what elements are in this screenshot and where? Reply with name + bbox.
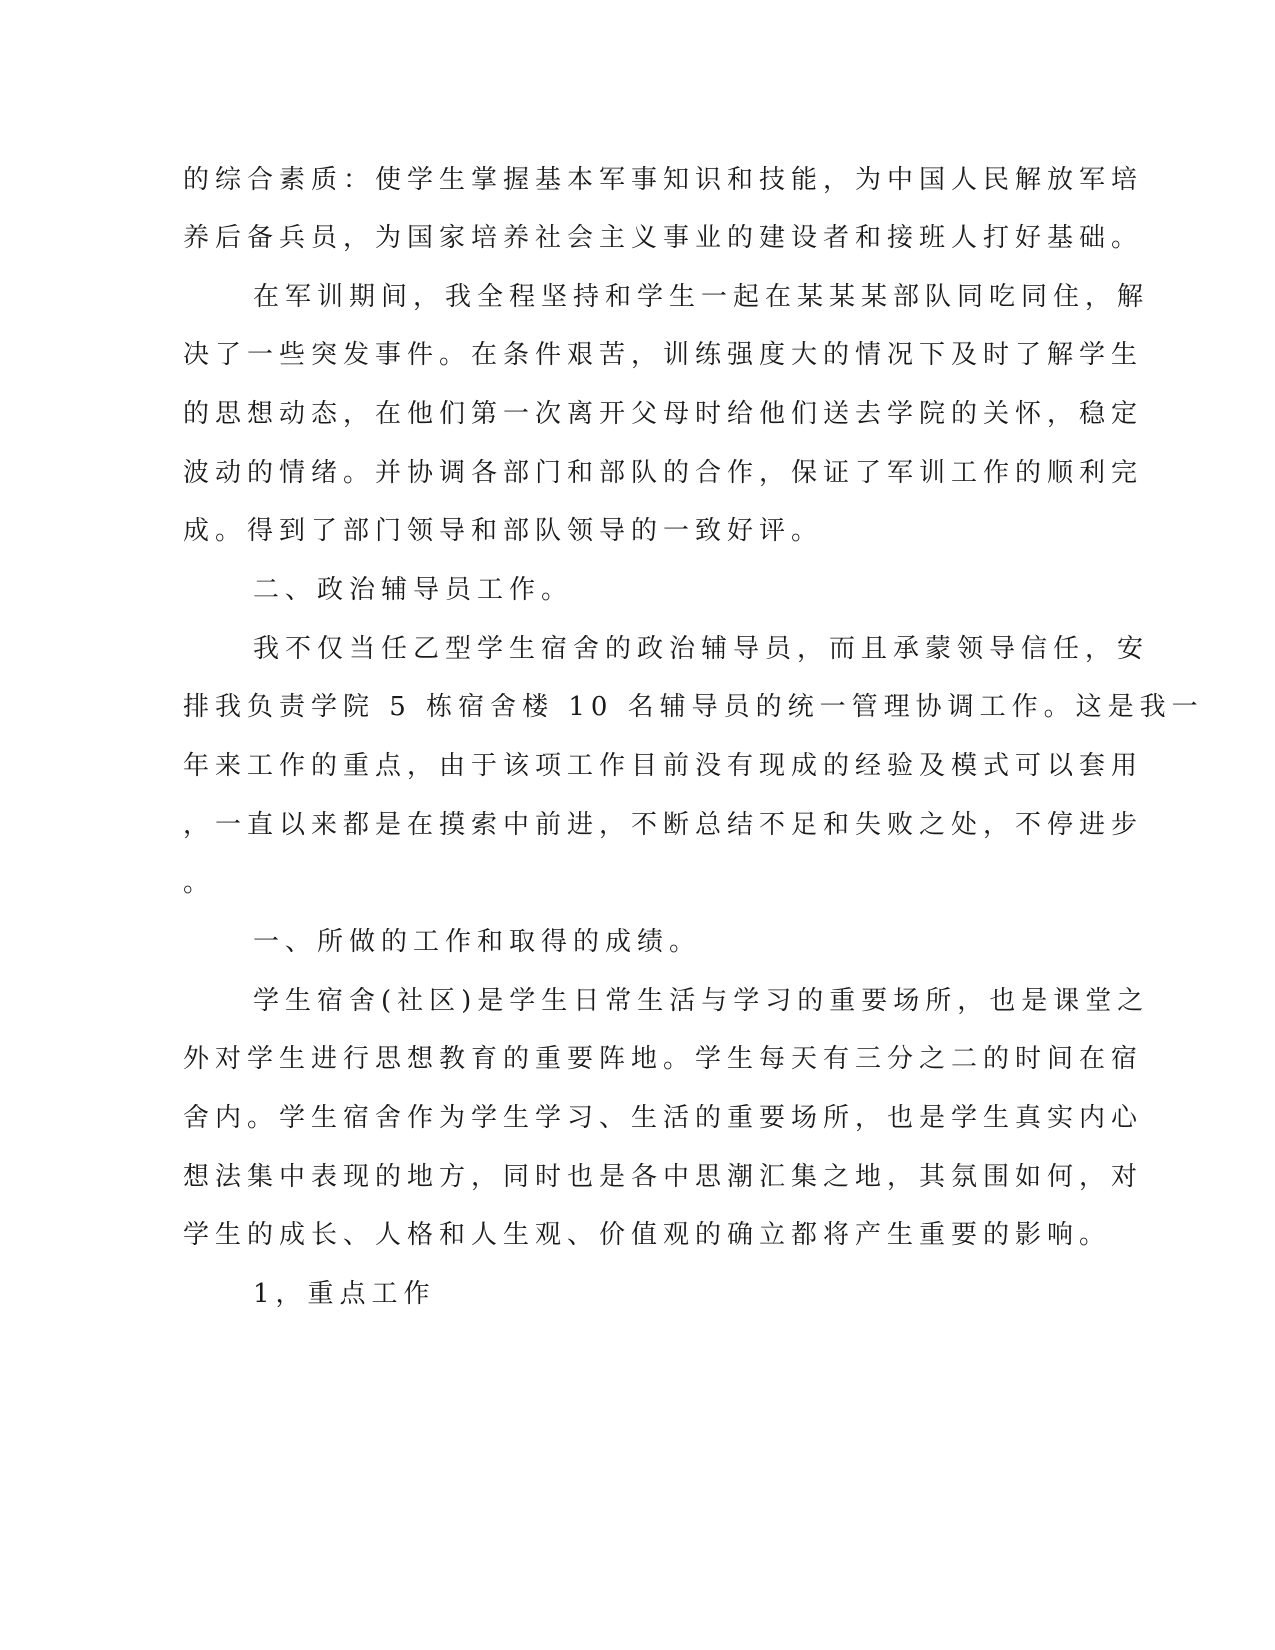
text-line: 舍内。学生宿舍作为学生学习、生活的重要场所，也是学生真实内心 [183,1103,1144,1133]
text-line: 学生的成长、人格和人生观、价值观的确立都将产生重要的影响。 [183,1220,1112,1250]
paragraph-start-line: 学生宿舍(社区)是学生日常生活与学习的重要场所，也是课堂之 [253,986,1150,1016]
subsection-heading: 1，重点工作 [253,1279,436,1309]
section-heading: 一、所做的工作和取得的成绩。 [253,927,702,957]
paragraph-start-line: 在军训期间，我全程坚持和学生一起在某某某部队同吃同住，解 [253,282,1150,312]
section-heading: 二、政治辅导员工作。 [253,575,574,605]
text-line: 年来工作的重点，由于该项工作目前没有现成的经验及模式可以套用 [183,751,1144,781]
text-line: 的综合素质：使学生掌握基本军事知识和技能，为中国人民解放军培 [183,165,1144,195]
text-line: 。 [183,868,216,898]
text-line: 成。得到了部门领导和部队领导的一致好评。 [183,516,824,546]
text-line: 决了一些突发事件。在条件艰苦，训练强度大的情况下及时了解学生 [183,340,1144,370]
text-line: 的思想动态，在他们第一次离开父母时给他们送去学院的关怀，稳定 [183,399,1144,429]
text-line: 想法集中表现的地方，同时也是各中思潮汇集之地，其氛围如何，对 [183,1162,1144,1192]
text-line: 养后备兵员，为国家培养社会主义事业的建设者和接班人打好基础。 [183,223,1144,253]
text-line: 波动的情绪。并协调各部门和部队的合作，保证了军训工作的顺利完 [183,458,1144,488]
text-line: 外对学生进行思想教育的重要阵地。学生每天有三分之二的时间在宿 [183,1044,1144,1074]
text-line: 排我负责学院 5 栋宿舍楼 10 名辅导员的统一管理协调工作。这是我一 [183,692,1204,722]
paragraph-start-line: 我不仅当任乙型学生宿舍的政治辅导员，而且承蒙领导信任，安 [253,634,1150,664]
text-line: ，一直以来都是在摸索中前进，不断总结不足和失败之处，不停进步 [183,810,1144,840]
